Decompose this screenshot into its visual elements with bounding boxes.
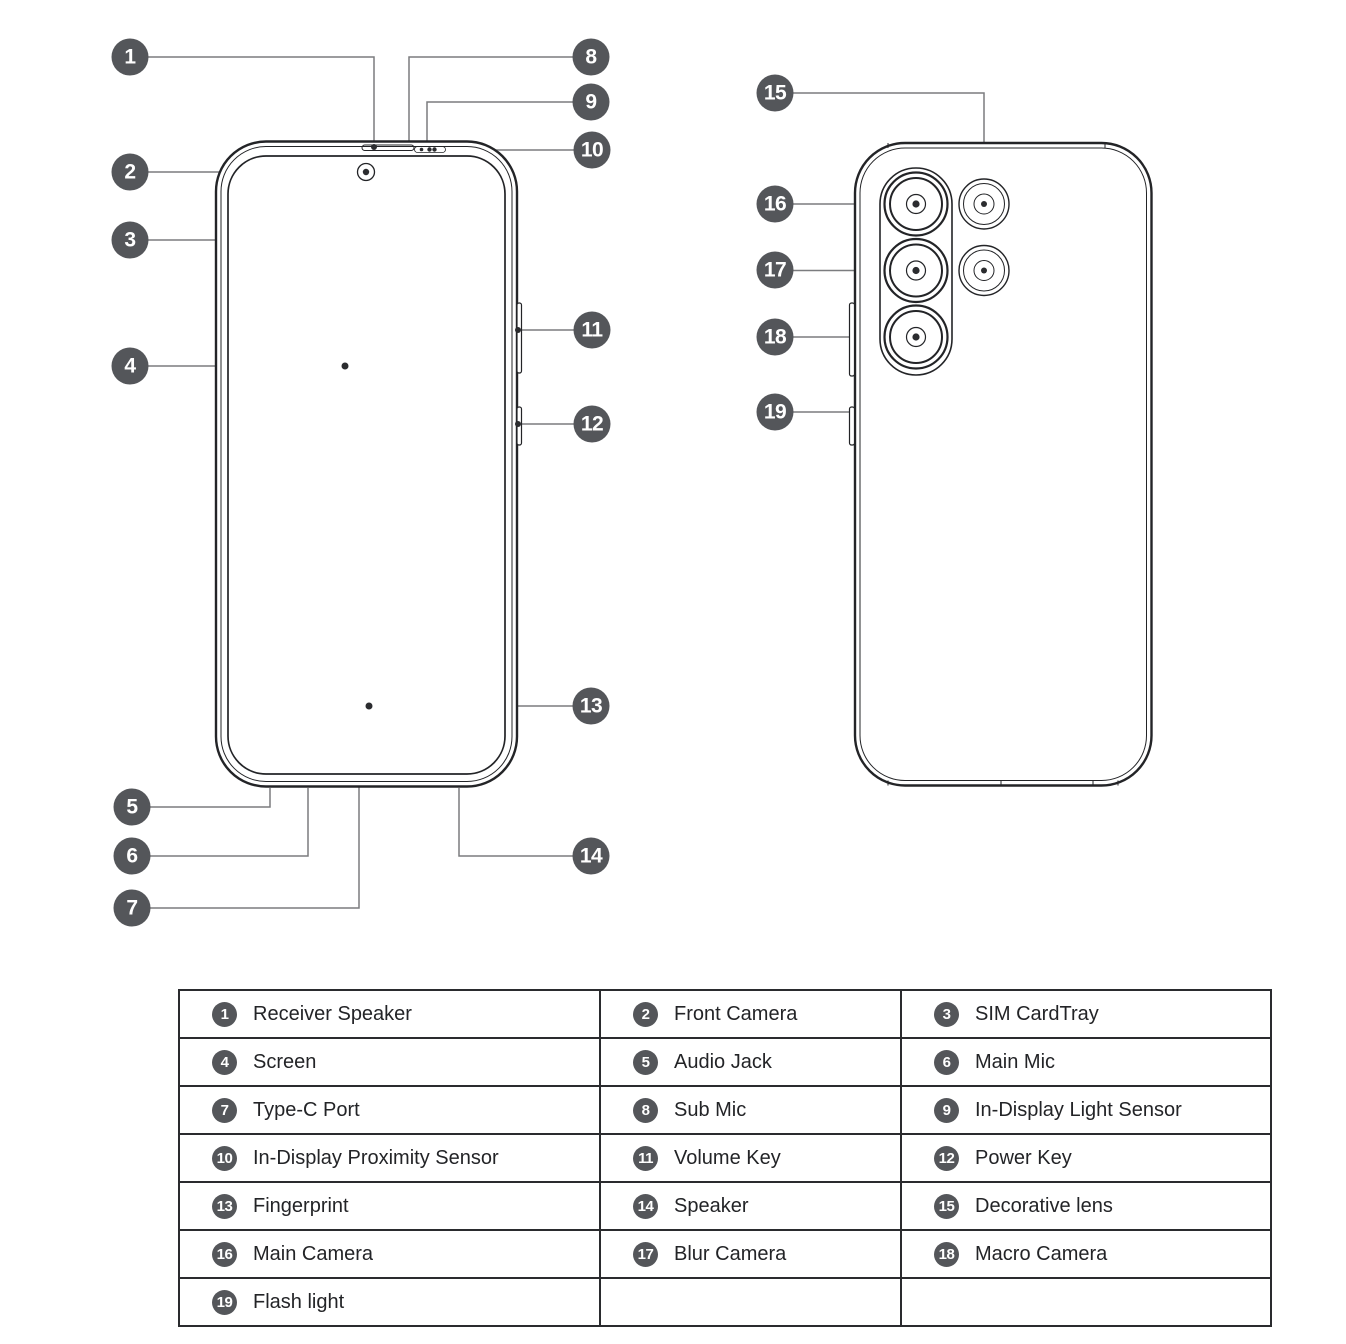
legend-badge: 16 bbox=[212, 1242, 237, 1267]
legend-cell bbox=[179, 990, 600, 1038]
legend-badge: 2 bbox=[633, 1002, 658, 1027]
legend-label: Flash light bbox=[253, 1290, 345, 1313]
legend-cell bbox=[600, 1182, 901, 1230]
legend-cell bbox=[901, 1230, 1271, 1278]
legend-cell bbox=[901, 990, 1271, 1038]
legend-cell bbox=[901, 1182, 1271, 1230]
legend-cell bbox=[901, 1038, 1271, 1086]
callout-badge-9: 9 bbox=[573, 84, 610, 121]
screen-target-dot bbox=[342, 363, 349, 370]
legend-label: Screen bbox=[253, 1050, 317, 1073]
legend-badge: 3 bbox=[934, 1002, 959, 1027]
legend-row bbox=[179, 1278, 1271, 1326]
receiver-target-dot bbox=[371, 144, 377, 150]
callout-badge-19: 19 bbox=[757, 394, 794, 431]
legend-label: In-Display Proximity Sensor bbox=[253, 1146, 499, 1169]
callout-badge-18: 18 bbox=[757, 319, 794, 356]
legend-badge: 10 bbox=[212, 1146, 237, 1171]
legend-label: Main Mic bbox=[975, 1050, 1056, 1073]
legend-label: Type-C Port bbox=[253, 1098, 360, 1121]
legend-label: In-Display Light Sensor bbox=[975, 1098, 1182, 1121]
legend-label: Speaker bbox=[674, 1194, 749, 1217]
legend-badge: 14 bbox=[633, 1194, 658, 1219]
legend-cell-empty bbox=[600, 1278, 901, 1326]
callout-badge-13: 13 bbox=[573, 688, 610, 725]
legend-label: Decorative lens bbox=[975, 1194, 1113, 1217]
legend-badge: 9 bbox=[934, 1098, 959, 1123]
back-view bbox=[850, 143, 1152, 786]
legend-badge: 6 bbox=[934, 1050, 959, 1075]
callout-badge-8: 8 bbox=[573, 39, 610, 76]
callout-badge-14: 14 bbox=[573, 838, 610, 875]
callout-badge-7: 7 bbox=[114, 890, 151, 927]
legend-label: SIM CardTray bbox=[975, 1002, 1099, 1025]
callout-badge-1: 1 bbox=[112, 39, 149, 76]
legend-cell bbox=[600, 1230, 901, 1278]
callout-badge-6: 6 bbox=[114, 838, 151, 875]
legend-label: Sub Mic bbox=[674, 1098, 747, 1121]
callout-badge-2: 2 bbox=[112, 154, 149, 191]
leader-line-1 bbox=[130, 57, 374, 147]
leader-line-7 bbox=[132, 787, 359, 908]
legend-cell bbox=[901, 1134, 1271, 1182]
legend-cell bbox=[901, 1086, 1271, 1134]
legend-badge: 8 bbox=[633, 1098, 658, 1123]
callout-badge-10: 10 bbox=[574, 132, 611, 169]
legend-badge: 17 bbox=[633, 1242, 658, 1267]
callout-badge-15: 15 bbox=[757, 75, 794, 112]
leader-line-8 bbox=[409, 57, 591, 142]
leader-line-9 bbox=[427, 102, 591, 147]
legend-row bbox=[179, 1182, 1271, 1230]
legend-badge: 15 bbox=[934, 1194, 959, 1219]
legend-cell bbox=[600, 1134, 901, 1182]
callout-badge-11: 11 bbox=[574, 312, 611, 349]
power-key-back bbox=[850, 407, 855, 445]
legend-row bbox=[179, 1230, 1271, 1278]
legend-badge: 11 bbox=[633, 1146, 658, 1171]
legend-row bbox=[179, 1086, 1271, 1134]
legend-cell bbox=[179, 1134, 600, 1182]
legend-badge: 13 bbox=[212, 1194, 237, 1219]
fingerprint-target-dot bbox=[366, 703, 373, 710]
legend-row bbox=[179, 1038, 1271, 1086]
legend-label: Fingerprint bbox=[253, 1194, 349, 1217]
legend-cell bbox=[600, 990, 901, 1038]
legend-table bbox=[178, 989, 1272, 1327]
callout-badge-3: 3 bbox=[112, 222, 149, 259]
callout-badge-17: 17 bbox=[757, 252, 794, 289]
legend-row bbox=[179, 1134, 1271, 1182]
legend-cell bbox=[600, 1086, 901, 1134]
legend-label: Blur Camera bbox=[674, 1242, 787, 1265]
legend-label: Power Key bbox=[975, 1146, 1072, 1169]
callout-badge-12: 12 bbox=[574, 406, 611, 443]
legend-label: Audio Jack bbox=[674, 1050, 772, 1073]
volume-key bbox=[517, 303, 522, 373]
legend-label: Main Camera bbox=[253, 1242, 374, 1265]
legend-cell bbox=[179, 1038, 600, 1086]
legend-cell-empty bbox=[901, 1278, 1271, 1326]
legend-label: Front Camera bbox=[674, 1002, 798, 1025]
power-key-target-dot bbox=[515, 421, 521, 427]
legend-label: Receiver Speaker bbox=[253, 1002, 412, 1025]
legend-badge: 4 bbox=[212, 1050, 237, 1075]
leader-line-6 bbox=[132, 788, 308, 856]
legend-badge: 7 bbox=[212, 1098, 237, 1123]
proximity-sensor-dot bbox=[432, 147, 436, 151]
leader-line-5 bbox=[132, 788, 270, 807]
volume-key-target-dot bbox=[515, 327, 521, 333]
legend-label: Volume Key bbox=[674, 1146, 781, 1169]
proximity-sensor-dot bbox=[427, 147, 431, 151]
volume-key-back bbox=[850, 303, 855, 376]
legend-label: Macro Camera bbox=[975, 1242, 1108, 1265]
legend-badge: 12 bbox=[934, 1146, 959, 1171]
legend-cell bbox=[600, 1038, 901, 1086]
front-phone-outline bbox=[216, 142, 517, 787]
front-view bbox=[216, 142, 522, 787]
back-phone-outline bbox=[855, 143, 1152, 786]
callout-badge-5: 5 bbox=[114, 789, 151, 826]
legend-badge: 5 bbox=[633, 1050, 658, 1075]
callout-badge-4: 4 bbox=[112, 348, 149, 385]
legend-badge: 1 bbox=[212, 1002, 237, 1027]
leader-line-14 bbox=[459, 788, 591, 856]
legend-cell bbox=[179, 1086, 600, 1134]
legend-badge: 19 bbox=[212, 1290, 237, 1315]
legend-badge: 18 bbox=[934, 1242, 959, 1267]
callout-badge-16: 16 bbox=[757, 186, 794, 223]
front-camera-dot bbox=[363, 169, 369, 175]
legend-row bbox=[179, 990, 1271, 1038]
legend-cell bbox=[179, 1230, 600, 1278]
legend-cell bbox=[179, 1182, 600, 1230]
light-sensor-dot bbox=[420, 148, 424, 152]
legend-cell bbox=[179, 1278, 600, 1326]
